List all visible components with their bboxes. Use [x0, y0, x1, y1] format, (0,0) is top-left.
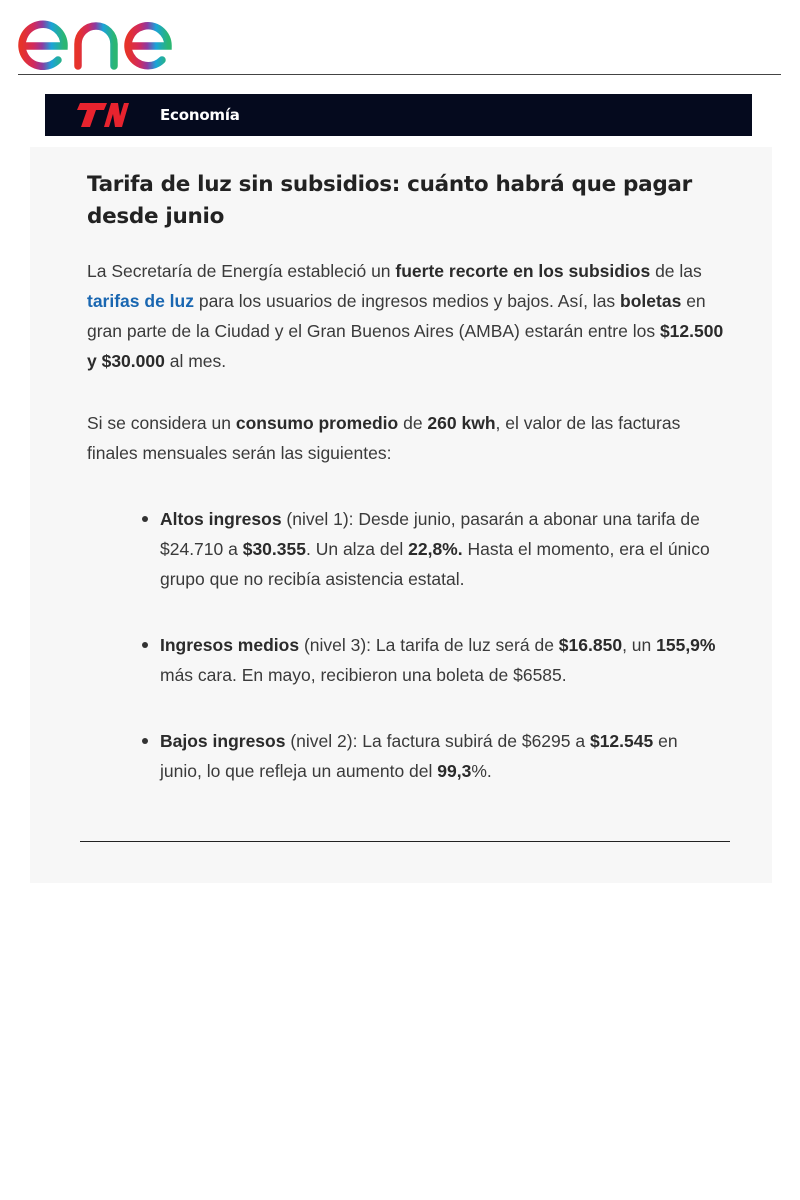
- list-item: [120, 630, 720, 690]
- bullet-dot: [142, 642, 148, 648]
- bold-text: 260 kwh: [427, 413, 496, 433]
- bold-text: $12.500 y $30.000: [87, 321, 724, 371]
- list-item: [120, 504, 720, 594]
- bold-text: 22,8%.: [408, 539, 463, 559]
- text: al mes.: [164, 351, 227, 371]
- bold-text: Bajos ingresos: [160, 731, 286, 751]
- article-paragraph-2: [87, 408, 727, 468]
- text: de las: [650, 261, 702, 281]
- text: Hasta el momento, era el único grupo que no recibía asistencia estatal.: [160, 539, 710, 589]
- text: más cara. En mayo, recibieron una boleta de $6585.: [160, 665, 567, 685]
- text: . Un alza del: [305, 539, 409, 559]
- text: en gran parte de la Ciudad y el Gran Buenos Aires (AMBA) estarán entre los: [87, 291, 706, 341]
- bold-text: Ingresos medios: [160, 635, 300, 655]
- bold-text: fuerte recorte en los subsidios: [395, 261, 651, 281]
- text: La Secretaría de Energía estableció un: [87, 261, 396, 281]
- text: (nivel 1): Desde junio, pasarán a abonar una tarifa de $24.710 a: [160, 509, 700, 559]
- article-paragraph-1: [87, 256, 727, 376]
- text: (nivel 2): La factura subirá de $6295 a: [285, 731, 590, 751]
- text: , un: [622, 635, 657, 655]
- text: en junio, lo que refleja un aumento del: [160, 731, 678, 781]
- article-headline[interactable]: Tarifa de luz sin subsidios: cuánto habrá que pagar desde junio: [87, 172, 692, 229]
- bullet-dot: [142, 738, 148, 744]
- bold-text: Altos ingresos: [160, 509, 282, 529]
- tarifas-link[interactable]: tarifas de luz: [87, 291, 194, 311]
- text: %.: [471, 761, 492, 781]
- bold-text: boletas: [620, 291, 682, 311]
- tariff-list: [120, 504, 720, 786]
- bold-text: 99,3: [437, 761, 472, 781]
- bold-text: $30.355: [242, 539, 306, 559]
- list-item: [120, 726, 720, 786]
- header-divider: [18, 74, 781, 75]
- news-source-bar: [45, 94, 752, 136]
- text: , el valor de las facturas finales mensuales serán las siguientes:: [87, 413, 681, 463]
- article-card: [30, 147, 772, 883]
- article-divider: [80, 841, 730, 842]
- bold-text: $12.545: [589, 731, 654, 751]
- bullet-dot: [142, 516, 148, 522]
- enel-logo[interactable]: [18, 4, 190, 70]
- bold-text: $16.850: [558, 635, 623, 655]
- bold-text: consumo promedio: [235, 413, 399, 433]
- text: Si se considera un: [87, 413, 236, 433]
- section-label[interactable]: Economía: [160, 106, 240, 124]
- text: de: [398, 413, 428, 433]
- bold-text: 155,9%: [656, 635, 716, 655]
- tn-logo[interactable]: [77, 102, 129, 128]
- text: (nivel 3): La tarifa de luz será de: [299, 635, 559, 655]
- text: para los usuarios de ingresos medios y bajos. Así, las: [193, 291, 621, 311]
